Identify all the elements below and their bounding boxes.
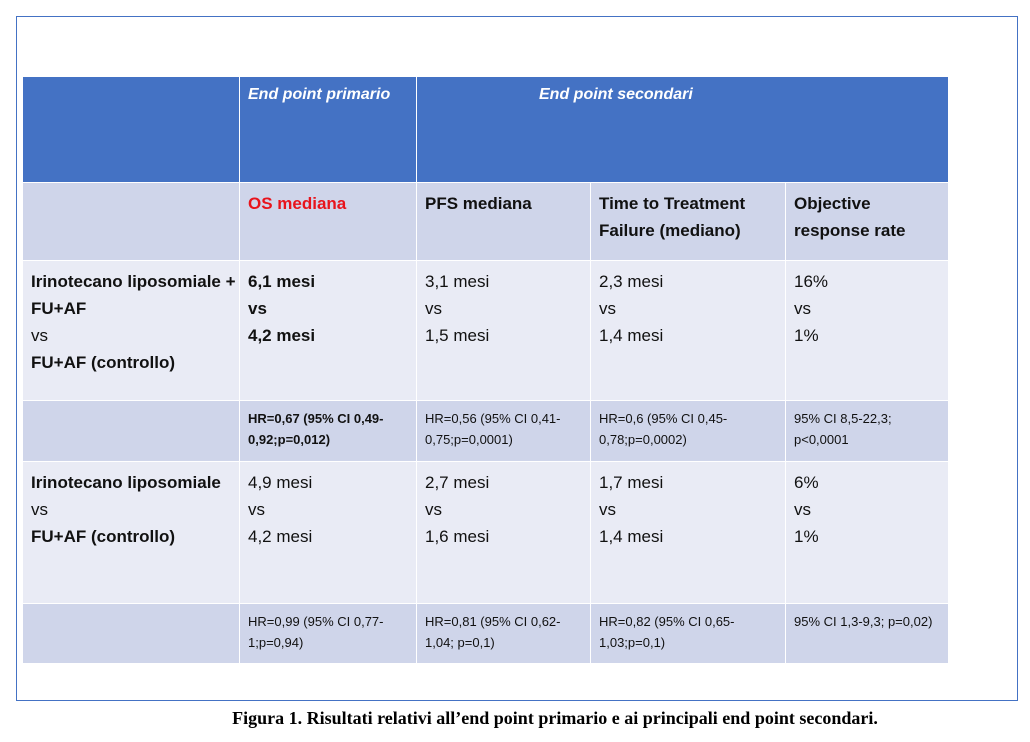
- cell-os: 4,9 mesi vs 4,2 mesi: [240, 462, 417, 604]
- stats-row: [23, 401, 949, 462]
- subheader-os: OS mediana: [240, 183, 417, 261]
- header-primary-endpoint: End point primario: [240, 77, 417, 183]
- header-corner-cell: [23, 77, 240, 183]
- stat-ttf: HR=0,6 (95% CI 0,45-0,78;p=0,0002): [591, 401, 786, 462]
- header-secondary-endpoints: End point secondari: [417, 77, 949, 183]
- stat-ttf: HR=0,82 (95% CI 0,65-1,03;p=0,1): [591, 604, 786, 664]
- subheader-orr: Objective response rate: [786, 183, 949, 261]
- table-row: [23, 462, 949, 604]
- cell-pfs: 3,1 mesi vs 1,5 mesi: [417, 261, 591, 401]
- subheader-pfs: PFS mediana: [417, 183, 591, 261]
- stat-pfs: HR=0,56 (95% CI 0,41-0,75;p=0,0001): [417, 401, 591, 462]
- cell-orr: 6% vs 1%: [786, 462, 949, 604]
- header-row-endpoints: [23, 77, 949, 183]
- row-label: Irinotecano liposomiale vs FU+AF (controllo): [23, 462, 240, 604]
- stat-orr: 95% CI 8,5-22,3; p<0,0001: [786, 401, 949, 462]
- cell-orr: 16% vs 1%: [786, 261, 949, 401]
- figure-caption: Figura 1. Risultati relativi all’end point primario e ai principali end point secondari.: [232, 708, 878, 728]
- row-label: Irinotecano liposomiale + FU+AF vs FU+AF (controllo): [23, 261, 240, 401]
- subheader-corner-cell: [23, 183, 240, 261]
- cell-ttf: 1,7 mesi vs 1,4 mesi: [591, 462, 786, 604]
- table-row: [23, 261, 949, 401]
- cell-pfs: 2,7 mesi vs 1,6 mesi: [417, 462, 591, 604]
- stats-corner-cell: [23, 401, 240, 462]
- header-row-measures: [23, 183, 949, 261]
- stats-corner-cell: [23, 604, 240, 664]
- stat-orr: 95% CI 1,3-9,3; p=0,02): [786, 604, 949, 664]
- subheader-ttf: Time to Treatment Failure (mediano): [591, 183, 786, 261]
- results-table: [22, 76, 949, 664]
- stat-os: HR=0,67 (95% CI 0,49-0,92;p=0,012): [240, 401, 417, 462]
- stat-os: HR=0,99 (95% CI 0,77-1;p=0,94): [240, 604, 417, 664]
- stat-pfs: HR=0,81 (95% CI 0,62-1,04; p=0,1): [417, 604, 591, 664]
- cell-os: 6,1 mesi vs 4,2 mesi: [240, 261, 417, 401]
- cell-ttf: 2,3 mesi vs 1,4 mesi: [591, 261, 786, 401]
- stats-row: [23, 604, 949, 664]
